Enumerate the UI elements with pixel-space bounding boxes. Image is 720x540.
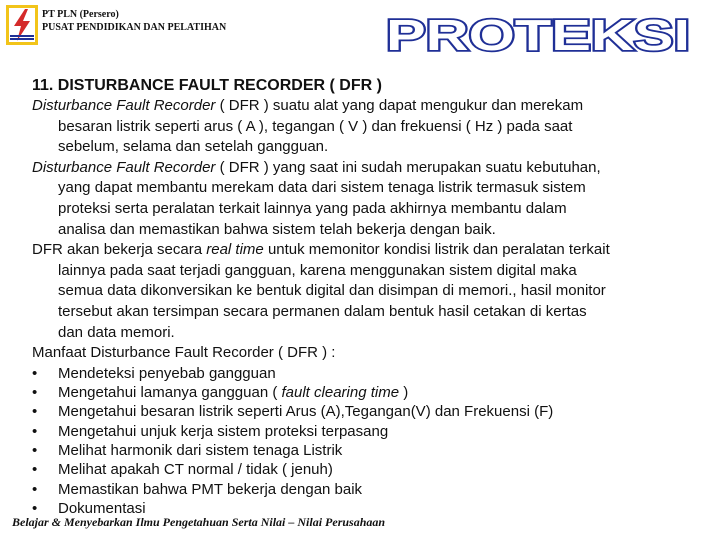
para-line: besaran listrik seperti arus ( A ), tegangan ( V ) dan frekuensi ( Hz ) pada saat — [58, 117, 573, 135]
paragraph-definition: Disturbance Fault Recorder ( DFR ) suatu alat yang dapat mengukur dan merekam besaran listrik seperti arus ( A ), tegangan ( V ) dan frekuensi ( Hz ) pada saat sebelum, selama dan setelah gangguan. — [32, 96, 696, 158]
brand-text: PROTEKSI — [386, 12, 690, 56]
list-item: • Mengetahui unjuk kerja sistem proteksi terpasang — [32, 422, 389, 440]
term-italic: Disturbance Fault Recorder — [32, 97, 216, 114]
proteksi-wordmark — [383, 12, 693, 56]
para-line: tersebut akan tersimpan secara permanen dalam bentuk hasil cetakan di kertas — [58, 302, 587, 320]
para-line: lainnya pada saat terjadi gangguan, karena menggunakan sistem digital maka — [58, 261, 577, 279]
list-item: • Mengetahui besaran listrik seperti Arus (A),Tegangan(V) dan Frekuensi (F) — [32, 403, 554, 421]
list-item: • Mengetahui lamanya gangguan ( fault clearing time ) — [32, 384, 409, 402]
bullet-icon: • — [32, 461, 38, 479]
bullet-icon: • — [32, 384, 38, 402]
para-line: dan data memori. — [58, 323, 175, 341]
para-line: yang dapat membantu merekam data dari sistem tenaga listrik termasuk sistem — [58, 179, 586, 197]
pln-logo-icon — [6, 5, 38, 45]
list-item: • Melihat apakah CT normal / tidak ( jenuh) — [32, 461, 333, 479]
benefits-title: Manfaat Disturbance Fault Recorder ( DFR ) : — [32, 344, 336, 362]
section-heading: 11. DISTURBANCE FAULT RECORDER ( DFR ) — [32, 77, 382, 94]
main-content — [16, 76, 710, 518]
list-item: • Memastikan bahwa PMT bekerja dengan baik — [32, 480, 363, 498]
paragraph-need: Disturbance Fault Recorder ( DFR ) yang saat ini sudah merupakan suatu kebutuhan, yang dapat membantu merekam data dari sistem tenaga listrik termasuk sistem proteksi serta peralatan terkait lainnya yang pada akhirnya membantu dalam analisa dan memastikan bahwa sistem telah bekerja dengan baik. — [32, 158, 696, 240]
para-line: sebelum, selama dan setelah gangguan. — [58, 138, 329, 156]
para-line: proteksi serta peralatan terkait lainnya yang pada akhirnya membantu dalam — [58, 199, 567, 217]
bullet-icon: • — [32, 499, 38, 517]
bullet-icon: • — [32, 403, 38, 421]
bullet-icon: • — [32, 364, 38, 382]
term-italic: Disturbance Fault Recorder — [32, 158, 216, 176]
list-item: • Mendeteksi penyebab gangguan — [32, 364, 276, 382]
paragraph-realtime: DFR akan bekerja secara real time untuk memonitor kondisi listrik dan peralatan terkait lainnya pada saat terjadi gangguan, karena menggunakan sistem digital maka semua data dikonversikan ke bentuk digital dan disimpan di memori., hasil monitor tersebut akan tersimpan secara permanen dalam bentuk hasil cetakan di kertas dan data memori. — [32, 240, 696, 343]
org-line-2: PUSAT PENDIDIKAN DAN PELATIHAN — [42, 22, 227, 33]
bullet-icon: • — [32, 480, 38, 498]
para-line: semua data dikonversikan ke bentuk digital dan disimpan di memori., hasil monitor — [58, 282, 606, 300]
term-italic: real time — [206, 241, 264, 259]
para-line: analisa dan memastikan bahwa sistem telah bekerja dengan baik. — [58, 220, 496, 238]
org-line-1: PT PLN (Persero) — [42, 9, 119, 20]
footer-motto: Belajar & Menyebarkan Ilmu Pengetahuan Serta Nilai – Nilai Perusahaan — [12, 515, 386, 529]
benefits-list — [16, 364, 710, 518]
list-item: • Melihat harmonik dari sistem tenaga Listrik — [32, 441, 343, 459]
list-item: • Dokumentasi — [32, 499, 146, 517]
bullet-icon: • — [32, 441, 38, 459]
organization-name — [42, 8, 226, 34]
bullet-icon: • — [32, 422, 38, 440]
